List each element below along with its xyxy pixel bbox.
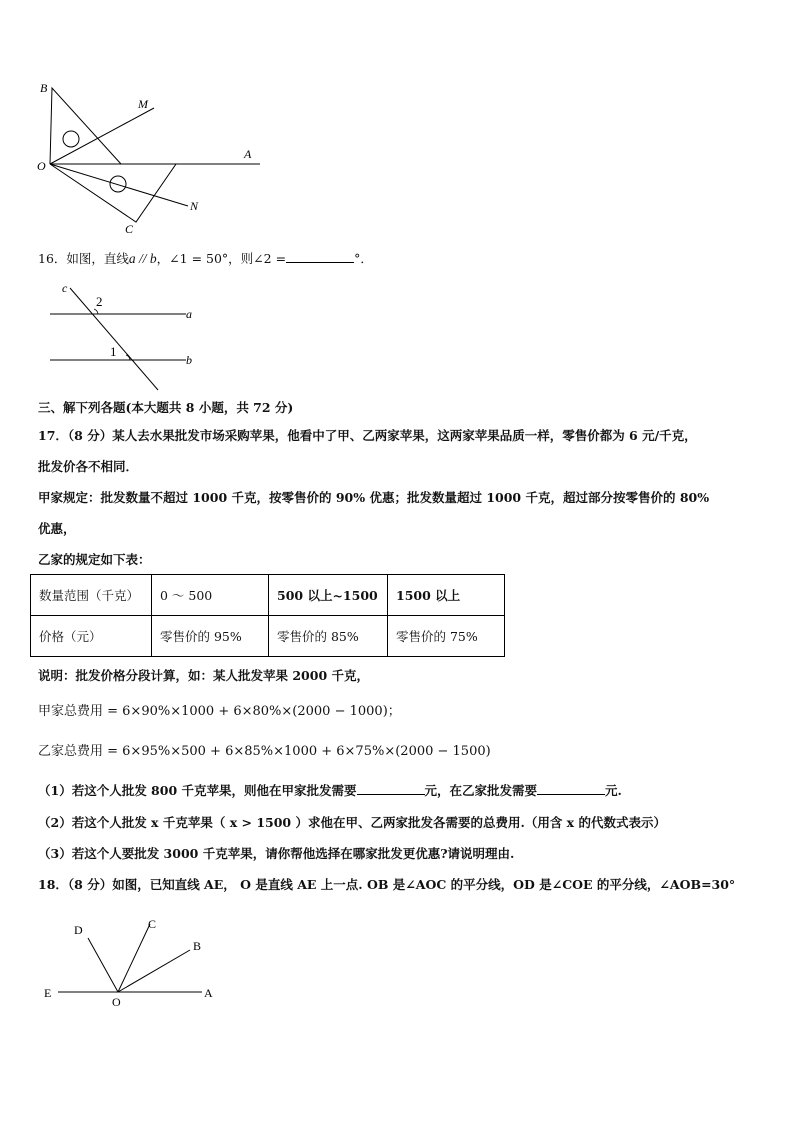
label-C: C [125, 222, 134, 236]
q17-sub1-blank-a[interactable] [357, 782, 425, 795]
label-a: a [186, 307, 192, 321]
q16-answer-blank[interactable] [286, 250, 354, 263]
q17-sub1-blank-b[interactable] [537, 782, 605, 795]
label-C: C [148, 917, 157, 931]
label-O: O [37, 159, 46, 173]
q17-sub1 [38, 782, 622, 799]
q17-sub1-c: 元. [605, 783, 622, 798]
label-B: B [40, 81, 48, 95]
q17-note: 说明：批发价格分段计算，如：某人批发苹果 2000 千克， [38, 668, 369, 683]
table-cell: 500 以上~1500 [269, 575, 388, 616]
table-cell: 零售价的 95% [152, 616, 269, 657]
label-2: 2 [96, 294, 103, 309]
q16-text-after: °． [354, 251, 373, 266]
section-heading: 三、解下列各题(本大题共 8 小题，共 72 分) [38, 400, 294, 415]
q16-text-before: 16．如图，直线 [38, 251, 129, 266]
price-table [30, 574, 505, 657]
label-1: 1 [110, 344, 117, 359]
q17-rule-a2: 优惠， [38, 521, 76, 536]
q17-formula-b: 乙家总费用 = 6×95%×500 + 6×85%×1000 + 6×75%×(2000 − 1500) [38, 744, 491, 759]
table-row [31, 616, 505, 657]
q17-sub1-a: （1）若这个人批发 800 千克苹果，则他在甲家批发需要 [38, 783, 357, 798]
table-cell: 数量范围（千克） [31, 575, 152, 616]
q16-question [38, 250, 373, 267]
table-cell: 零售价的 75% [388, 616, 505, 657]
table-cell: 1500 以上 [388, 575, 505, 616]
table-cell: 零售价的 85% [269, 616, 388, 657]
q17-line2: 批发价各不相同． [38, 459, 139, 474]
bisector-figure [40, 912, 230, 1012]
angle-figure-triangles [30, 78, 270, 238]
q17-rule-a1: 甲家规定：批发数量不超过 1000 千克，按零售价的 90% 优惠；批发数量超过 1000 千克，超过部分按零售价的 80% [38, 490, 710, 505]
q17-rule-b-intro: 乙家的规定如下表： [38, 552, 151, 567]
label-N: N [190, 199, 199, 213]
parallel-lines-figure [40, 280, 210, 395]
label-O: O [112, 995, 121, 1009]
table-cell: 0 ～ 500 [152, 575, 269, 616]
label-B: B [193, 939, 202, 953]
label-D: D [74, 923, 83, 937]
q16-text-mid: ，∠1 = 50°，则∠2 = [156, 251, 287, 266]
label-b: b [186, 353, 192, 367]
q17-sub3: （3）若这个人要批发 3000 千克苹果，请你帮他选择在哪家批发更优惠?请说明理由. [38, 846, 515, 861]
label-A: A [244, 147, 252, 161]
q17-line1: 17．（8 分）某人去水果批发市场采购苹果，他看中了甲、乙两家苹果，这两家苹果品质一样，零售价都为 6 元/千克， [38, 428, 697, 443]
label-c: c [62, 281, 68, 295]
label-E: E [44, 986, 52, 1000]
q18-text: 18．（8 分）如图，已知直线 AE， O 是直线 AE 上一点. OB 是∠AOC 的平分线，OD 是∠COE 的平分线，∠AOB=30° [38, 877, 736, 892]
q17-sub2: （2）若这个人批发 x 千克苹果（ x > 1500 ）求他在甲、乙两家批发各需要的总费用.（用含 x 的代数式表示） [38, 815, 666, 830]
label-A: A [204, 986, 213, 1000]
q17-formula-a: 甲家总费用 = 6×90%×1000 + 6×80%×(2000 − 1000)； [38, 704, 401, 719]
table-cell: 价格（元） [31, 616, 152, 657]
q16-math: a // b [128, 251, 157, 266]
label-M: M [138, 97, 148, 111]
q17-sub1-b: 元，在乙家批发需要 [424, 783, 538, 798]
table-row [31, 575, 505, 616]
